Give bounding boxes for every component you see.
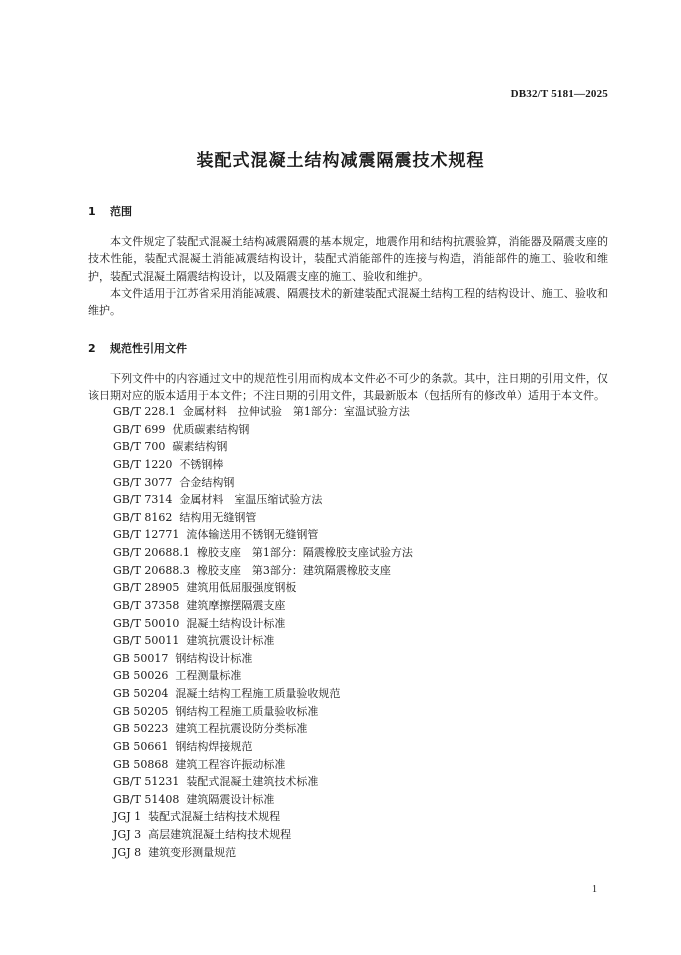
page-number: 1 bbox=[592, 884, 597, 895]
reference-item bbox=[113, 509, 413, 527]
reference-code: GB 50661 bbox=[113, 739, 169, 753]
reference-code: JGJ 1 bbox=[113, 810, 142, 824]
reference-title: 钢结构设计标准 bbox=[175, 651, 253, 665]
section-title: 规范性引用文件 bbox=[110, 342, 187, 355]
references-intro-paragraph: 下列文件中的内容通过文中的规范性引用而构成本文件必不可少的条款。其中，注日期的引用文件，仅该日期对应的版本适用于本文件；不注日期的引用文件，其最新版本（包括所有的修改单）适用于本文件。 bbox=[88, 372, 608, 403]
reference-title: 工程测量标准 bbox=[175, 669, 242, 683]
reference-item bbox=[113, 756, 413, 774]
section-heading-scope bbox=[88, 203, 132, 219]
reference-code: GB/T 37358 bbox=[113, 598, 180, 612]
reference-code: GB/T 51408 bbox=[113, 792, 180, 806]
reference-title: 高层建筑混凝土结构技术规程 bbox=[148, 828, 292, 841]
reference-code: GB/T 12771 bbox=[113, 528, 180, 542]
reference-code: GB 50205 bbox=[113, 704, 169, 718]
reference-code: GB/T 20688.1 bbox=[113, 546, 190, 559]
reference-item bbox=[113, 615, 413, 633]
reference-code: GB/T 50011 bbox=[113, 634, 180, 648]
section-title: 范围 bbox=[110, 205, 132, 218]
reference-list bbox=[113, 403, 413, 861]
reference-code: GB/T 699 bbox=[113, 422, 166, 436]
reference-title: 橡胶支座 第1部分：隔震橡胶支座试验方法 bbox=[196, 546, 413, 559]
section-number: 2 bbox=[88, 342, 96, 355]
reference-code: GB/T 1220 bbox=[113, 457, 173, 471]
reference-code: JGJ 3 bbox=[113, 828, 142, 841]
reference-item bbox=[113, 844, 413, 862]
reference-item bbox=[113, 826, 413, 844]
document-title: 装配式混凝土结构减震隔震技术规程 bbox=[196, 151, 485, 171]
reference-title: 不锈钢棒 bbox=[179, 457, 224, 471]
reference-title: 优质碳素结构钢 bbox=[172, 422, 250, 436]
reference-code: GB/T 700 bbox=[113, 440, 166, 454]
scope-paragraph-1: 本文件规定了装配式混凝土结构减震隔震的基本规定，地震作用和结构抗震验算，消能器及隔震支座的技术性能，装配式混凝土消能减震结构设计，装配式消能部件的连接与构造，消能部件的施工、验收和维护，装配式混凝土隔震结构设计，以及隔震支座的施工、验收和维护。 bbox=[88, 235, 608, 283]
reference-title: 流体输送用不锈钢无缝钢管 bbox=[186, 528, 319, 542]
reference-code: GB/T 28905 bbox=[113, 581, 180, 595]
reference-item bbox=[113, 526, 413, 544]
reference-title: 建筑用低屈服强度钢板 bbox=[186, 581, 297, 595]
reference-title: 装配式混凝土结构技术规程 bbox=[148, 810, 281, 824]
reference-item bbox=[113, 738, 413, 756]
reference-title: 钢结构焊接规范 bbox=[175, 739, 253, 753]
reference-code: GB/T 3077 bbox=[113, 475, 173, 489]
reference-title: 建筑隔震设计标准 bbox=[186, 792, 275, 806]
reference-title: 建筑抗震设计标准 bbox=[186, 634, 275, 648]
reference-item bbox=[113, 773, 413, 791]
reference-item bbox=[113, 456, 413, 474]
reference-code: GB 50223 bbox=[113, 722, 169, 736]
reference-item bbox=[113, 808, 413, 826]
reference-item bbox=[113, 703, 413, 721]
reference-title: 碳素结构钢 bbox=[172, 440, 228, 454]
reference-title: 建筑工程容许振动标准 bbox=[175, 757, 286, 771]
reference-item bbox=[113, 491, 413, 509]
reference-code: GB/T 7314 bbox=[113, 493, 173, 507]
reference-item bbox=[113, 438, 413, 456]
reference-code: GB 50017 bbox=[113, 651, 169, 665]
reference-code: GB/T 20688.3 bbox=[113, 563, 190, 577]
section-number: 1 bbox=[88, 205, 96, 218]
reference-title: 建筑摩擦摆隔震支座 bbox=[186, 598, 286, 612]
reference-code: GB/T 51231 bbox=[113, 775, 180, 789]
reference-title: 合金结构钢 bbox=[179, 475, 235, 489]
scope-paragraph-2: 本文件适用于江苏省采用消能减震、隔震技术的新建装配式混凝土结构工程的结构设计、施工、验收和维护。 bbox=[88, 287, 608, 318]
reference-code: GB 50868 bbox=[113, 757, 169, 771]
reference-title: 混凝土结构工程施工质量验收规范 bbox=[175, 687, 341, 700]
reference-item bbox=[113, 562, 413, 580]
reference-item bbox=[113, 650, 413, 668]
reference-item bbox=[113, 579, 413, 597]
document-code: DB32/T 5181—2025 bbox=[510, 88, 608, 100]
section-heading-normative-references bbox=[88, 340, 187, 356]
reference-item bbox=[113, 791, 413, 809]
reference-title: 金属材料 室温压缩试验方法 bbox=[179, 493, 323, 507]
reference-title: 装配式混凝土建筑技术标准 bbox=[186, 775, 319, 789]
reference-title: 橡胶支座 第3部分：建筑隔震橡胶支座 bbox=[196, 563, 391, 577]
reference-title: 结构用无缝钢管 bbox=[179, 510, 257, 524]
reference-code: GB/T 8162 bbox=[113, 510, 173, 524]
reference-item bbox=[113, 720, 413, 738]
reference-item bbox=[113, 632, 413, 650]
reference-item bbox=[113, 667, 413, 685]
reference-title: 钢结构工程施工质量验收标准 bbox=[175, 704, 319, 718]
reference-title: 金属材料 拉伸试验 第1部分：室温试验方法 bbox=[182, 405, 410, 418]
reference-title: 建筑变形测量规范 bbox=[148, 845, 237, 859]
reference-title: 混凝土结构设计标准 bbox=[186, 616, 286, 630]
reference-title: 建筑工程抗震设防分类标准 bbox=[175, 722, 308, 736]
reference-code: GB/T 50010 bbox=[113, 616, 180, 630]
reference-item bbox=[113, 421, 413, 439]
reference-code: JGJ 8 bbox=[113, 845, 142, 859]
reference-item bbox=[113, 474, 413, 492]
reference-code: GB 50204 bbox=[113, 687, 169, 700]
reference-item bbox=[113, 544, 413, 562]
reference-code: GB 50026 bbox=[113, 669, 169, 683]
reference-code: GB/T 228.1 bbox=[113, 405, 176, 418]
reference-item bbox=[113, 403, 413, 421]
reference-item bbox=[113, 597, 413, 615]
reference-item bbox=[113, 685, 413, 703]
